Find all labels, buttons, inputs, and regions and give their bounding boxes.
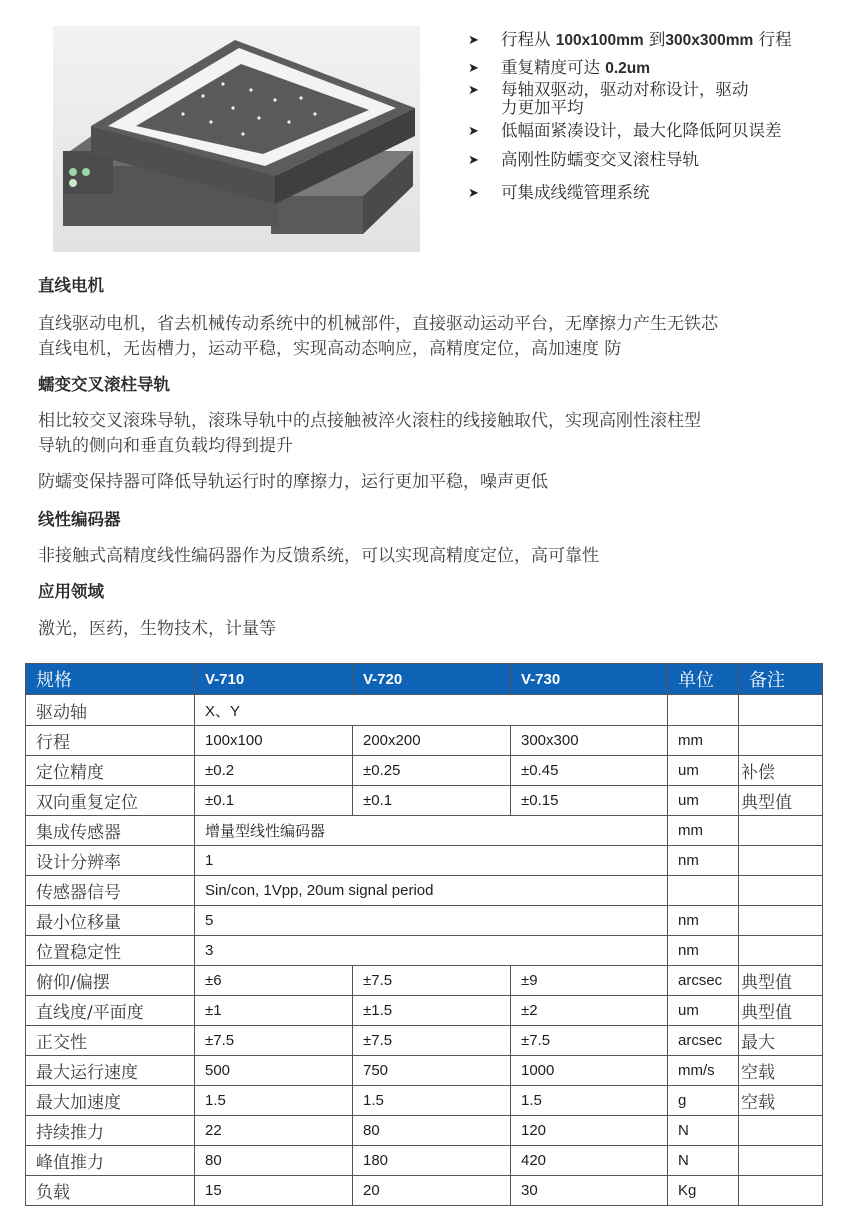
spec-name-cell: 设计分辨率 — [26, 846, 195, 876]
feature-text: 到 — [643, 30, 666, 49]
spec-name-cell: 正交性 — [26, 1026, 195, 1056]
spec-value-cell: Sin/con, 1Vpp, 20um signal period — [195, 876, 668, 906]
feature-value: 300x300mm — [665, 32, 754, 49]
arrow-bullet-icon: ➤ — [468, 186, 479, 201]
spec-value-v730: ±9 — [511, 966, 668, 996]
spec-table-body — [26, 695, 823, 1206]
feature-text: 行程 — [753, 30, 792, 49]
spec-value-v710: ±7.5 — [195, 1026, 353, 1056]
table-row — [26, 1146, 823, 1176]
spec-name-cell: 行程 — [26, 726, 195, 756]
spec-value-v710: 80 — [195, 1146, 353, 1176]
spec-value-v730: ±0.45 — [511, 756, 668, 786]
spec-note-cell — [739, 1116, 823, 1146]
table-row — [26, 786, 823, 816]
feature-value: 0.2um — [605, 60, 651, 77]
spec-unit-cell: mm/s — [668, 1056, 739, 1086]
header-v710: V-710 — [195, 664, 353, 695]
spec-unit-cell: g — [668, 1086, 739, 1116]
spec-value-v730: ±7.5 — [511, 1026, 668, 1056]
arrow-bullet-icon: ➤ — [468, 33, 479, 48]
section-text: 激光，医药，生物技术，计量等 — [38, 619, 276, 639]
section-text: 直线电机，无齿槽力，运动平稳，实现高动态响应，高精度定位，高加速度 防 — [38, 339, 622, 359]
spec-unit-cell: mm — [668, 816, 739, 846]
spec-value-v730: 420 — [511, 1146, 668, 1176]
feature-value: 100x100mm — [555, 32, 644, 49]
section-text: 直线驱动电机，省去机械传动系统中的机械部件，直接驱动运动平台，无摩擦力产生无铁芯 — [38, 314, 718, 334]
spec-note-cell: 最大 — [739, 1026, 823, 1056]
spec-value-v710: ±6 — [195, 966, 353, 996]
spec-note-cell — [739, 1176, 823, 1206]
section-text: 防蠕变保持器可降低导轨运行时的摩擦力，运行更加平稳，噪声更低 — [38, 472, 548, 492]
spec-value-v720: 200x200 — [353, 726, 511, 756]
spec-value-v730: 30 — [511, 1176, 668, 1206]
spec-value-v720: 80 — [353, 1116, 511, 1146]
spec-table — [25, 663, 823, 1206]
table-row — [26, 1116, 823, 1146]
spec-note-cell: 典型值 — [739, 786, 823, 816]
section-heading: 蠕变交叉滚柱导轨 — [38, 375, 170, 394]
spec-note-cell — [739, 876, 823, 906]
spec-note-cell: 典型值 — [739, 996, 823, 1026]
spec-unit-cell: um — [668, 786, 739, 816]
feature-item — [468, 30, 848, 58]
spec-unit-cell: nm — [668, 846, 739, 876]
spec-value-v730: ±0.15 — [511, 786, 668, 816]
spec-name-cell: 俯仰/偏摆 — [26, 966, 195, 996]
feature-text: 低幅面紧凑设计，最大化降低阿贝误差 — [501, 121, 782, 140]
spec-value-v710: ±1 — [195, 996, 353, 1026]
spec-name-cell: 直线度/平面度 — [26, 996, 195, 1026]
spec-name-cell: 负载 — [26, 1176, 195, 1206]
spec-unit-cell: um — [668, 996, 739, 1026]
arrow-bullet-icon: ➤ — [468, 61, 479, 76]
feature-text: 行程从 — [501, 30, 556, 49]
spec-value-v730: 1000 — [511, 1056, 668, 1086]
spec-unit-cell: arcsec — [668, 966, 739, 996]
spec-name-cell: 集成传感器 — [26, 816, 195, 846]
header-spec: 规格 — [26, 664, 195, 695]
arrow-bullet-icon: ➤ — [468, 83, 479, 98]
spec-unit-cell: mm — [668, 726, 739, 756]
table-row — [26, 1056, 823, 1086]
spec-value-v720: ±0.1 — [353, 786, 511, 816]
section-heading: 线性编码器 — [38, 510, 121, 529]
feature-text: 高刚性防蠕变交叉滚柱导轨 — [501, 150, 699, 169]
spec-value-v710: 500 — [195, 1056, 353, 1086]
spec-value-v730: 300x300 — [511, 726, 668, 756]
spec-name-cell: 传感器信号 — [26, 876, 195, 906]
product-image — [53, 26, 420, 252]
table-row — [26, 816, 823, 846]
spec-value-cell: 5 — [195, 906, 668, 936]
spec-unit-cell: N — [668, 1146, 739, 1176]
feature-text: 力更加平均 — [501, 98, 584, 117]
spec-name-cell: 峰值推力 — [26, 1146, 195, 1176]
section-text: 相比较交叉滚珠导轨，滚珠导轨中的点接触被淬火滚柱的线接触取代，实现高刚性滚柱型 — [38, 411, 701, 431]
spec-value-cell: 3 — [195, 936, 668, 966]
table-row — [26, 1086, 823, 1116]
spec-name-cell: 最小位移量 — [26, 906, 195, 936]
spec-note-cell — [739, 695, 823, 726]
spec-value-v710: 22 — [195, 1116, 353, 1146]
section-heading: 直线电机 — [38, 276, 104, 295]
spec-value-v720: ±7.5 — [353, 1026, 511, 1056]
spec-value-v720: 20 — [353, 1176, 511, 1206]
spec-unit-cell: Kg — [668, 1176, 739, 1206]
feature-item — [468, 183, 848, 203]
spec-unit-cell: um — [668, 756, 739, 786]
spec-value-v720: 750 — [353, 1056, 511, 1086]
table-row — [26, 906, 823, 936]
spec-note-cell: 空载 — [739, 1086, 823, 1116]
spec-name-cell: 持续推力 — [26, 1116, 195, 1146]
spec-name-cell: 位置稳定性 — [26, 936, 195, 966]
spec-note-cell — [739, 906, 823, 936]
section-text: 非接触式高精度线性编码器作为反馈系统，可以实现高精度定位，高可靠性 — [38, 546, 599, 566]
table-row — [26, 756, 823, 786]
section-heading: 应用领域 — [38, 582, 104, 601]
table-row — [26, 695, 823, 726]
spec-name-cell: 最大运行速度 — [26, 1056, 195, 1086]
table-row — [26, 936, 823, 966]
spec-unit-cell: arcsec — [668, 1026, 739, 1056]
spec-name-cell: 最大加速度 — [26, 1086, 195, 1116]
header-v730: V-730 — [511, 664, 668, 695]
spec-value-v720: 180 — [353, 1146, 511, 1176]
spec-value-v730: 1.5 — [511, 1086, 668, 1116]
feature-list — [468, 30, 848, 203]
arrow-bullet-icon: ➤ — [468, 153, 479, 168]
feature-text: 重复精度可达 — [501, 58, 606, 77]
spec-note-cell — [739, 936, 823, 966]
spec-note-cell — [739, 726, 823, 756]
table-row — [26, 1026, 823, 1056]
spec-value-cell: X、Y — [195, 695, 668, 726]
spec-unit-cell — [668, 695, 739, 726]
spec-note-cell — [739, 816, 823, 846]
table-row — [26, 876, 823, 906]
spec-note-cell: 空载 — [739, 1056, 823, 1086]
table-header-row — [26, 664, 823, 695]
spec-name-cell: 定位精度 — [26, 756, 195, 786]
spec-value-v710: 1.5 — [195, 1086, 353, 1116]
header-note: 备注 — [739, 664, 823, 695]
table-row — [26, 846, 823, 876]
arrow-bullet-icon: ➤ — [468, 124, 479, 139]
feature-item — [468, 81, 848, 121]
header-unit: 单位 — [668, 664, 739, 695]
spec-value-v720: ±7.5 — [353, 966, 511, 996]
table-row — [26, 726, 823, 756]
spec-name-cell: 双向重复定位 — [26, 786, 195, 816]
spec-value-v710: 15 — [195, 1176, 353, 1206]
spec-name-cell: 驱动轴 — [26, 695, 195, 726]
spec-note-cell — [739, 846, 823, 876]
table-row — [26, 1176, 823, 1206]
feature-text: 每轴双驱动，驱动对称设计，驱动 — [501, 80, 749, 99]
spec-value-v710: ±0.2 — [195, 756, 353, 786]
spec-unit-cell — [668, 876, 739, 906]
spec-note-cell — [739, 1146, 823, 1176]
spec-note-cell: 补偿 — [739, 756, 823, 786]
spec-note-cell: 典型值 — [739, 966, 823, 996]
spec-value-v720: 1.5 — [353, 1086, 511, 1116]
spec-unit-cell: N — [668, 1116, 739, 1146]
feature-item — [468, 121, 848, 150]
spec-value-cell: 1 — [195, 846, 668, 876]
table-row — [26, 966, 823, 996]
spec-value-v720: ±0.25 — [353, 756, 511, 786]
xy-stage-illustration — [53, 26, 420, 252]
spec-unit-cell: nm — [668, 936, 739, 966]
spec-value-cell: 增量型线性编码器 — [195, 816, 668, 846]
spec-value-v710: 100x100 — [195, 726, 353, 756]
table-row — [26, 996, 823, 1026]
feature-text: 可集成线缆管理系统 — [501, 183, 650, 202]
spec-value-v730: ±2 — [511, 996, 668, 1026]
spec-value-v720: ±1.5 — [353, 996, 511, 1026]
spec-unit-cell: nm — [668, 906, 739, 936]
spec-value-v710: ±0.1 — [195, 786, 353, 816]
header-v720: V-720 — [353, 664, 511, 695]
section-text: 导轨的侧向和垂直负载均得到提升 — [38, 436, 293, 456]
feature-item — [468, 150, 848, 183]
spec-value-v730: 120 — [511, 1116, 668, 1146]
feature-item — [468, 58, 848, 81]
